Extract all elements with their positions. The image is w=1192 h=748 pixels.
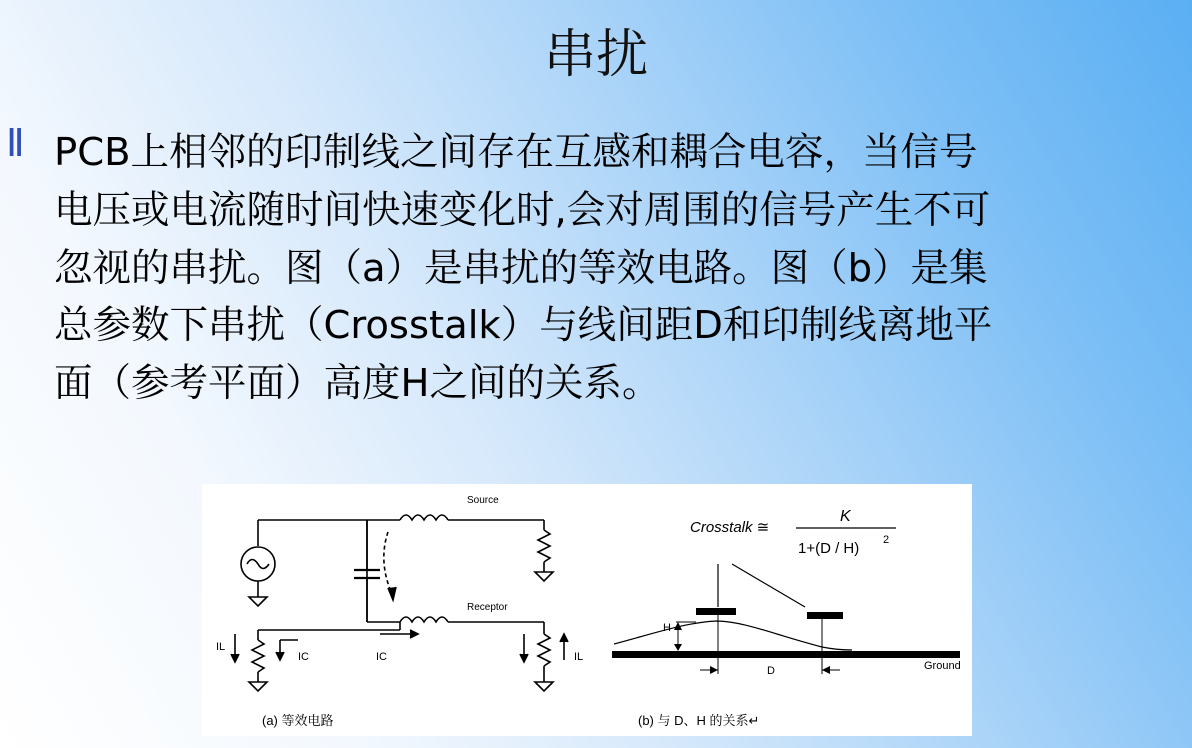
paragraph-line: 电压或电流随时间快速变化时,会对周围的信号产生不可 [54, 187, 991, 233]
paragraph-line: PCB上相邻的印制线之间存在互感和耦合电容，当信号 [54, 130, 978, 175]
trace-left [696, 608, 736, 615]
d-label: D [767, 665, 775, 677]
ic-mid-label: IC [298, 651, 309, 663]
paragraph-line: 总参数下串扰（Crosstalk）与线间距D和印制线离地平 [54, 303, 993, 349]
relation-diagram [612, 508, 961, 728]
page-title: 串扰 [543, 25, 648, 85]
receptor-label: Receptor [467, 602, 508, 613]
circuit-caption: (a) 等效电路 [262, 713, 334, 728]
paragraph-line: 面（参考平面）高度H之间的关系。 [54, 361, 661, 407]
formula-denominator: 1+(D / H) [798, 540, 860, 557]
trace-right [807, 612, 843, 619]
ground-label: Ground [924, 660, 961, 672]
crosstalk-figure [202, 484, 972, 736]
source-label: Source [467, 495, 499, 506]
formula-exponent: 2 [883, 534, 890, 546]
formula-lhs: Crosstalk ≅ [690, 519, 770, 536]
resistor-icon [538, 530, 550, 562]
il-right-label: IL [574, 651, 584, 663]
inductor-icon [400, 515, 448, 520]
paragraph-line: 忽视的串扰。图（a）是串扰的等效电路。图（b）是集 [54, 245, 988, 291]
ic-bottom-label: IC [376, 651, 387, 663]
il-left-label: IL [216, 641, 226, 653]
body-paragraph [54, 124, 1184, 413]
equivalent-circuit [231, 515, 568, 691]
figure-svg [202, 484, 972, 736]
relation-caption: (b) 与 D、H 的关系↵ [638, 713, 760, 728]
ground-plane [612, 651, 960, 658]
bullet-icon: Ⅱ [6, 121, 25, 165]
formula-numerator: K [840, 508, 851, 525]
h-label: H [663, 622, 671, 634]
